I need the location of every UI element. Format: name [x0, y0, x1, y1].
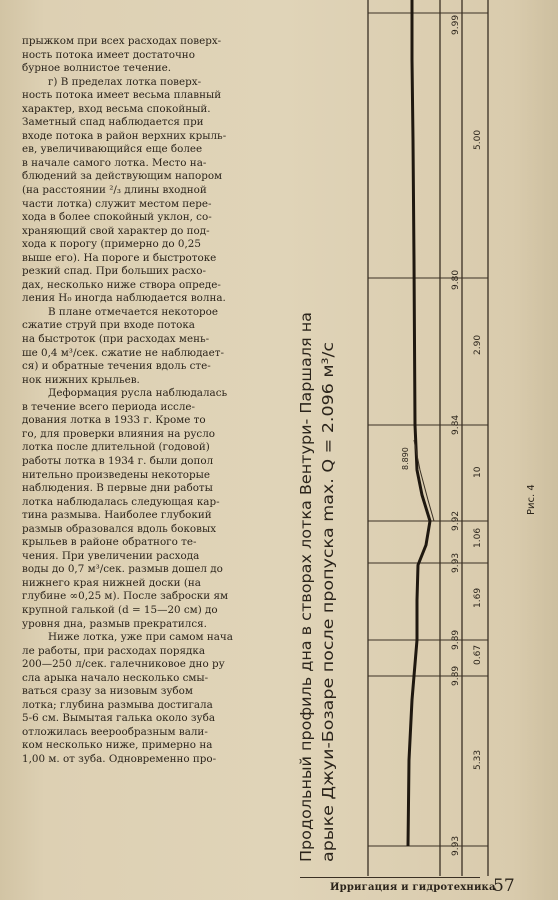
elevation-label: 9.99: [451, 14, 461, 35]
elevation-label: 9.89: [451, 665, 461, 686]
text-line: в течение всего периода иссле-: [22, 400, 196, 413]
page-number: 57: [493, 876, 515, 896]
text-line: сжатие струй при входе потока: [22, 319, 195, 332]
distance-label: 10: [473, 466, 483, 478]
figure-label: Рис. 4: [526, 484, 537, 515]
text-line: ше 0,4 м³/сек. сжатие не наблюдает-: [22, 346, 224, 359]
text-line: ком несколько ниже, примерно на: [22, 739, 213, 752]
text-line: резкий спад. При больших расхо-: [22, 265, 206, 278]
text-line: лотка наблюдалась следующая кар-: [22, 495, 220, 508]
text-line: отложилась веерообразным вали-: [22, 725, 208, 738]
profile-figure: [290, 0, 558, 880]
marker-label: 8.890: [401, 447, 410, 470]
distance-label: 0.67: [473, 644, 483, 665]
text-line: характер, вход весьма спокойный.: [22, 102, 211, 115]
text-line: лотка после длительной (годовой): [22, 441, 210, 454]
elevation-label: 9.93: [451, 552, 461, 573]
text-line: нижнего края нижней доски (на: [22, 576, 201, 589]
text-line: Заметный спад наблюдается при: [22, 116, 204, 129]
text-line: хода к порогу (примерно до 0,25: [22, 238, 201, 251]
text-line: Ниже лотка, уже при самом нача: [48, 631, 233, 644]
text-line: работы лотка в 1934 г. были допол: [22, 454, 214, 467]
text-line: глубине ∞0,25 м). После заброски ям: [22, 590, 229, 603]
text-line: г) В пределах лотка поверх-: [48, 75, 202, 88]
text-line: тина размыва. Наиболее глубокий: [22, 509, 212, 522]
figure-caption-line1: Продольный профиль дна в створах лотка Вентури- Паршаля на: [297, 329, 315, 862]
text-line: входе потока в район верхних крыль-: [22, 129, 227, 142]
text-line: Деформация русла наблюдалась: [48, 387, 228, 400]
distance-label: 2.90: [473, 334, 483, 355]
distance-label: 5.33: [473, 749, 483, 770]
text-line: на быстроток (при расходах мень-: [22, 333, 210, 346]
text-line: ев, увеличивающийся еще более: [22, 143, 203, 156]
text-line: крупной галькой (d = 15—20 см) до: [22, 603, 218, 616]
text-line: ность потока имеет достаточно: [22, 48, 195, 61]
text-line: чения. При увеличении расхода: [22, 549, 200, 562]
text-line: бурное волнистое течение.: [22, 62, 172, 75]
elevation-label: 9.89: [451, 629, 461, 650]
text-line: го, для проверки влияния на русло: [22, 427, 215, 440]
text-line: блюдений за действующим напором: [22, 170, 223, 183]
text-line: ся) и обратные течения вдоль сте-: [22, 360, 211, 373]
elevation-label: 9.92: [451, 510, 461, 531]
text-line: сла арыка начало несколько смы-: [22, 671, 209, 684]
text-line: (на расстоянии ²/₃ длины входной: [22, 184, 207, 197]
text-line: крыльев в районе обратного те-: [22, 536, 197, 549]
text-line: прыжком при всех расходах поверх-: [22, 35, 222, 47]
elevation-label: 9.80: [451, 269, 461, 290]
figure-caption-line2: арыке Джуи-Бозаре после пропуска max. Q = 2.096 м³/с: [319, 400, 337, 862]
text-line: 5-6 см. Вымытая галька около зуба: [22, 712, 216, 725]
text-line: дах, несколько ниже створа опреде-: [22, 278, 221, 291]
distance-label: 1.69: [473, 587, 483, 608]
distance-label: 1.06: [473, 527, 483, 548]
text-line: в начале самого лотка. Место на-: [22, 156, 207, 169]
text-line: дования лотка в 1933 г. Кроме то: [22, 414, 206, 427]
text-line: части лотка) служит местом пере-: [22, 197, 212, 210]
journal-title: Ирригация и гидротехника: [330, 882, 496, 893]
text-line: ле работы, при расходах порядка: [22, 644, 206, 657]
elevation-label: 9.93: [451, 835, 461, 856]
text-line: 200—250 л/сек. галечниковое дно ру: [22, 658, 225, 671]
bed-profile-line: [408, 0, 430, 846]
page-footer: [0, 876, 558, 900]
distance-label: 5.00: [473, 129, 483, 150]
text-line: ность потока имеет весьма плавный: [22, 89, 222, 102]
text-line: лотка; глубина размыва достигала: [22, 698, 213, 711]
body-text: [22, 35, 274, 767]
text-line: размыв образовался вдоль боковых: [22, 522, 217, 535]
text-line: нительно произведены некоторые: [22, 468, 211, 481]
footer-rule: [300, 877, 480, 878]
text-line: 1,00 м. от зуба. Одновременно про-: [22, 752, 217, 765]
elevation-label: 9.84: [451, 414, 461, 435]
figure: [290, 0, 558, 880]
text-line: наблюдения. В первые дни работы: [22, 482, 213, 495]
text-line: хода в более спокойный уклон, со-: [22, 211, 212, 224]
text-line: В плане отмечается некоторое: [48, 305, 219, 318]
text-line: уровня дна, размыв прекратился.: [22, 617, 207, 630]
text-line: ления H₀ иногда наблюдается волна.: [22, 292, 226, 305]
text-line: ваться сразу за низовым зубом: [22, 685, 193, 698]
text-line: нок нижних крыльев.: [22, 373, 140, 386]
text-line: воды до 0,7 м³/сек. размыв дошел до: [22, 563, 223, 576]
text-line: храняющий свой характер до под-: [22, 224, 210, 237]
text-line: выше его). На пороге и быстротоке: [22, 251, 217, 264]
